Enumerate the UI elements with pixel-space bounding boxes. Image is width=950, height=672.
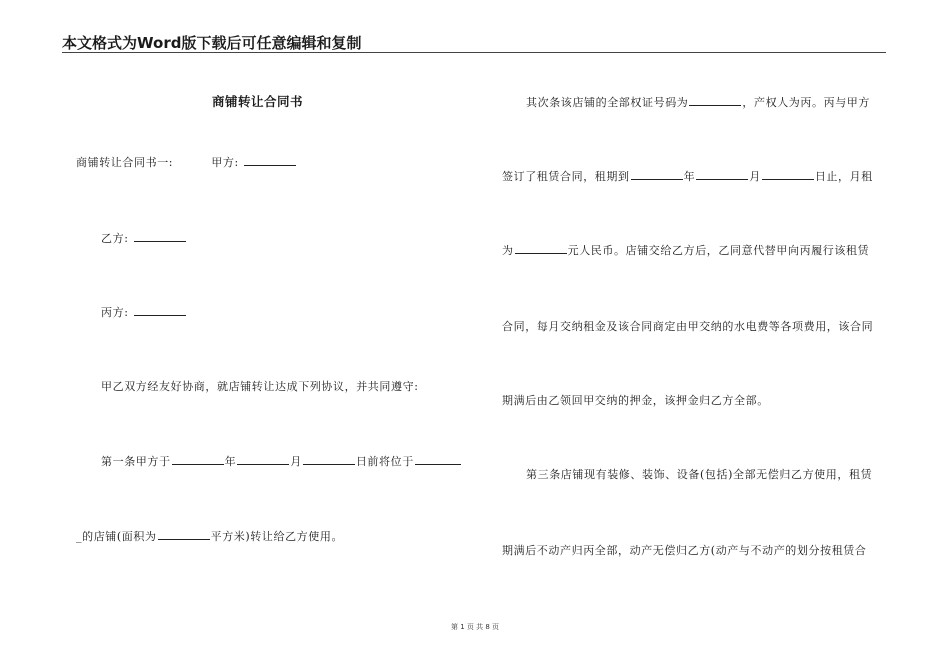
rent-prefix: 为 — [502, 244, 514, 257]
party-b-label: 乙方: — [101, 232, 129, 245]
article-1-text: 第一条甲方于 — [101, 455, 171, 468]
document-header: 本文格式为Word版下载后可任意编辑和复制 — [62, 34, 362, 52]
intro-paragraph: 甲乙双方经友好协商，就店铺转让达成下列协议，并共同遵守: — [101, 380, 419, 393]
lease-day-blank[interactable] — [762, 168, 814, 180]
article-3-line-1: 第三条店铺现有装修、装饰、设备(包括)全部无偿归乙方使用，租赁 — [526, 468, 873, 481]
contract-line-1 — [76, 154, 297, 170]
party-c-label: 丙方: — [101, 306, 129, 319]
article-1-line-2 — [76, 528, 343, 544]
article-3-line-2: 期满后不动产归丙全部，动产无偿归乙方(动产与不动产的划分按租赁合 — [502, 544, 867, 557]
article-2-line-5: 期满后由乙领回甲交纳的押金，该押金归乙方全部。 — [502, 394, 769, 407]
article-2-line-4: 合同，每月交纳租金及该合同商定由甲交纳的水电费等各项费用，该合同 — [502, 320, 874, 333]
article-2-line-2 — [502, 168, 873, 184]
lease-day-label: 日止，月租 — [814, 170, 873, 183]
lease-year-blank[interactable] — [631, 168, 683, 180]
party-b-blank[interactable] — [134, 230, 186, 242]
party-c-blank[interactable] — [134, 304, 186, 316]
year-label: 年 — [224, 455, 237, 468]
cert-number-text: 其次条该店铺的全部权证号码为 — [526, 96, 689, 109]
party-c-line — [101, 304, 187, 320]
article-1-line-1 — [101, 453, 462, 469]
document-title: 商铺转让合同书 — [212, 94, 304, 109]
party-a-blank[interactable] — [244, 154, 296, 166]
area-text: _的店铺(面积为 — [76, 530, 157, 543]
day-blank[interactable] — [303, 453, 355, 465]
lease-text: 签订了租赁合同，租期到 — [502, 170, 630, 183]
page-footer: 第 1 页 共 8 页 — [450, 623, 500, 631]
location-blank[interactable] — [415, 453, 461, 465]
header-divider — [62, 52, 886, 53]
lease-year-label: 年 — [683, 170, 696, 183]
year-blank[interactable] — [172, 453, 224, 465]
day-label: 日前将位于 — [355, 455, 414, 468]
party-b-line — [101, 230, 187, 246]
rent-text: 元人民币。店铺交给乙方后，乙同意代替甲向丙履行该租赁 — [567, 244, 870, 257]
month-label: 月 — [290, 455, 302, 468]
lease-month-blank[interactable] — [696, 168, 748, 180]
transfer-text: 平方米)转让给乙方使用。 — [210, 530, 344, 543]
month-blank[interactable] — [237, 453, 289, 465]
area-blank[interactable] — [158, 528, 210, 540]
rent-blank[interactable] — [515, 242, 567, 254]
article-2-line-3 — [502, 242, 869, 258]
article-2-line-1 — [526, 94, 870, 110]
owner-text: ，产权人为丙。丙与甲方 — [742, 96, 871, 109]
lease-month-label: 月 — [749, 170, 761, 183]
party-a-label: 甲方: — [211, 156, 239, 169]
cert-number-blank[interactable] — [689, 94, 741, 106]
contract-heading-label: 商铺转让合同书一: — [76, 156, 174, 169]
